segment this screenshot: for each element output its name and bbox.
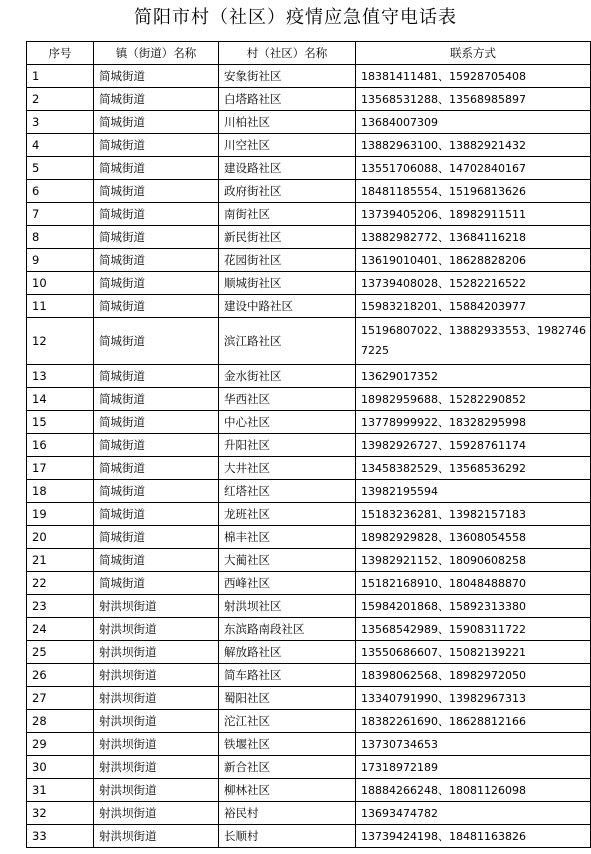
table-row	[27, 295, 591, 318]
cell-index: 20	[27, 526, 94, 549]
cell-town: 简城街道	[94, 457, 219, 480]
cell-index: 30	[27, 756, 94, 779]
cell-contact: 15983218201、15884203977	[356, 295, 591, 318]
cell-community: 沱江社区	[219, 710, 356, 733]
cell-index: 11	[27, 295, 94, 318]
cell-contact: 15196807022、13882933553、19827467225	[356, 318, 591, 365]
cell-contact: 13619010401、18628828206	[356, 249, 591, 272]
table-row	[27, 825, 591, 848]
cell-contact: 13340791990、13982967313	[356, 687, 591, 710]
cell-community: 蜀阳社区	[219, 687, 356, 710]
cell-contact: 13778999922、18328295998	[356, 411, 591, 434]
cell-contact: 13693474782	[356, 802, 591, 825]
cell-community: 花园街社区	[219, 249, 356, 272]
cell-contact: 13882963100、13882921432	[356, 134, 591, 157]
table-row	[27, 157, 591, 180]
table-row	[27, 226, 591, 249]
table-row	[27, 733, 591, 756]
cell-contact: 15182168910、18048488870	[356, 572, 591, 595]
table-row	[27, 526, 591, 549]
cell-community: 南街社区	[219, 203, 356, 226]
cell-contact: 18982929828、13608054558	[356, 526, 591, 549]
cell-index: 7	[27, 203, 94, 226]
table-row	[27, 503, 591, 526]
cell-community: 新合社区	[219, 756, 356, 779]
cell-index: 27	[27, 687, 94, 710]
cell-index: 12	[27, 318, 94, 365]
cell-town: 简城街道	[94, 318, 219, 365]
cell-town: 射洪坝街道	[94, 756, 219, 779]
cell-town: 射洪坝街道	[94, 664, 219, 687]
cell-index: 5	[27, 157, 94, 180]
table-row	[27, 687, 591, 710]
cell-town: 简城街道	[94, 88, 219, 111]
cell-index: 17	[27, 457, 94, 480]
cell-contact: 18884266248、18081126098	[356, 779, 591, 802]
cell-index: 21	[27, 549, 94, 572]
table-row	[27, 411, 591, 434]
cell-community: 滨江路社区	[219, 318, 356, 365]
cell-community: 红塔社区	[219, 480, 356, 503]
cell-contact: 13739405206、18982911511	[356, 203, 591, 226]
cell-town: 射洪坝街道	[94, 641, 219, 664]
table-row	[27, 480, 591, 503]
cell-index: 10	[27, 272, 94, 295]
table-row	[27, 756, 591, 779]
cell-community: 政府街社区	[219, 180, 356, 203]
cell-contact: 18982959688、15282290852	[356, 388, 591, 411]
cell-community: 柳林社区	[219, 779, 356, 802]
cell-contact: 18398062568、18982972050	[356, 664, 591, 687]
cell-community: 东滨路南段社区	[219, 618, 356, 641]
header-contact: 联系方式	[356, 42, 591, 65]
cell-community: 川空社区	[219, 134, 356, 157]
cell-index: 15	[27, 411, 94, 434]
cell-index: 23	[27, 595, 94, 618]
table-row	[27, 710, 591, 733]
cell-contact: 15984201868、15892313380	[356, 595, 591, 618]
table-row	[27, 457, 591, 480]
table-row	[27, 802, 591, 825]
table-row	[27, 549, 591, 572]
cell-community: 华西社区	[219, 388, 356, 411]
cell-contact: 13730734653	[356, 733, 591, 756]
table-row	[27, 272, 591, 295]
cell-community: 解放路社区	[219, 641, 356, 664]
cell-town: 简城街道	[94, 572, 219, 595]
cell-index: 14	[27, 388, 94, 411]
cell-contact: 18481185554、15196813626	[356, 180, 591, 203]
cell-town: 简城街道	[94, 480, 219, 503]
cell-contact: 13739424198、18481163826	[356, 825, 591, 848]
cell-contact: 13982926727、15928761174	[356, 434, 591, 457]
cell-town: 简城街道	[94, 295, 219, 318]
cell-community: 大蔺社区	[219, 549, 356, 572]
cell-community: 安象街社区	[219, 65, 356, 88]
cell-town: 射洪坝街道	[94, 802, 219, 825]
cell-contact: 13982921152、18090608258	[356, 549, 591, 572]
cell-community: 中心社区	[219, 411, 356, 434]
cell-community: 西峰社区	[219, 572, 356, 595]
cell-town: 简城街道	[94, 65, 219, 88]
cell-index: 31	[27, 779, 94, 802]
table-row	[27, 388, 591, 411]
cell-community: 长顺村	[219, 825, 356, 848]
cell-index: 19	[27, 503, 94, 526]
table-row	[27, 134, 591, 157]
header-community: 村（社区）名称	[219, 42, 356, 65]
cell-community: 顺城街社区	[219, 272, 356, 295]
cell-town: 射洪坝街道	[94, 687, 219, 710]
table-row	[27, 572, 591, 595]
cell-contact: 13551706088、14702840167	[356, 157, 591, 180]
cell-community: 大井社区	[219, 457, 356, 480]
cell-town: 射洪坝街道	[94, 595, 219, 618]
table-row	[27, 88, 591, 111]
cell-community: 裕民村	[219, 802, 356, 825]
cell-community: 新民街社区	[219, 226, 356, 249]
cell-town: 射洪坝街道	[94, 618, 219, 641]
cell-town: 射洪坝街道	[94, 779, 219, 802]
table-row	[27, 618, 591, 641]
table-row	[27, 65, 591, 88]
cell-town: 简城街道	[94, 365, 219, 388]
table-row	[27, 180, 591, 203]
table-header-row	[27, 42, 591, 65]
cell-index: 9	[27, 249, 94, 272]
cell-community: 升阳社区	[219, 434, 356, 457]
header-town: 镇（街道）名称	[94, 42, 219, 65]
cell-contact: 13568542989、15908311722	[356, 618, 591, 641]
cell-town: 射洪坝街道	[94, 733, 219, 756]
cell-contact: 18381411481、15928705408	[356, 65, 591, 88]
table-row	[27, 111, 591, 134]
cell-town: 简城街道	[94, 434, 219, 457]
cell-contact: 18382261690、18628812166	[356, 710, 591, 733]
cell-index: 25	[27, 641, 94, 664]
cell-index: 4	[27, 134, 94, 157]
cell-index: 6	[27, 180, 94, 203]
table-row	[27, 365, 591, 388]
cell-index: 16	[27, 434, 94, 457]
cell-index: 24	[27, 618, 94, 641]
cell-community: 射洪坝社区	[219, 595, 356, 618]
table-row	[27, 641, 591, 664]
table-row	[27, 595, 591, 618]
cell-index: 3	[27, 111, 94, 134]
cell-contact: 17318972189	[356, 756, 591, 779]
table-row	[27, 434, 591, 457]
cell-index: 26	[27, 664, 94, 687]
cell-index: 22	[27, 572, 94, 595]
cell-community: 金水街社区	[219, 365, 356, 388]
cell-town: 简城街道	[94, 249, 219, 272]
table-row	[27, 664, 591, 687]
cell-contact: 13684007309	[356, 111, 591, 134]
cell-community: 建设中路社区	[219, 295, 356, 318]
cell-community: 白塔路社区	[219, 88, 356, 111]
cell-town: 简城街道	[94, 157, 219, 180]
cell-town: 简城街道	[94, 388, 219, 411]
cell-town: 射洪坝街道	[94, 710, 219, 733]
header-index: 序号	[27, 42, 94, 65]
contact-table	[26, 41, 591, 848]
cell-town: 简城街道	[94, 411, 219, 434]
cell-contact: 13550686607、15082139221	[356, 641, 591, 664]
cell-index: 32	[27, 802, 94, 825]
cell-town: 简城街道	[94, 549, 219, 572]
cell-community: 建设路社区	[219, 157, 356, 180]
cell-town: 简城街道	[94, 111, 219, 134]
cell-contact: 13458382529、13568536292	[356, 457, 591, 480]
cell-index: 13	[27, 365, 94, 388]
page-title: 简阳市村（社区）疫情应急值守电话表	[134, 7, 457, 28]
cell-town: 简城街道	[94, 226, 219, 249]
cell-index: 29	[27, 733, 94, 756]
cell-town: 简城街道	[94, 134, 219, 157]
cell-community: 棉丰社区	[219, 526, 356, 549]
cell-community: 铁堰社区	[219, 733, 356, 756]
cell-contact: 13982195594	[356, 480, 591, 503]
table-row	[27, 779, 591, 802]
cell-town: 射洪坝街道	[94, 825, 219, 848]
table-row	[27, 318, 591, 365]
cell-contact: 15183236281、13982157183	[356, 503, 591, 526]
cell-town: 简城街道	[94, 203, 219, 226]
cell-contact: 13629017352	[356, 365, 591, 388]
cell-community: 简车路社区	[219, 664, 356, 687]
cell-town: 简城街道	[94, 526, 219, 549]
cell-contact: 13739408028、15282216522	[356, 272, 591, 295]
cell-index: 2	[27, 88, 94, 111]
cell-community: 川柏社区	[219, 111, 356, 134]
cell-index: 28	[27, 710, 94, 733]
cell-index: 33	[27, 825, 94, 848]
cell-contact: 13568531288、13568985897	[356, 88, 591, 111]
cell-community: 龙班社区	[219, 503, 356, 526]
table-row	[27, 249, 591, 272]
cell-contact: 13882982772、13684116218	[356, 226, 591, 249]
cell-index: 1	[27, 65, 94, 88]
cell-index: 8	[27, 226, 94, 249]
table-row	[27, 203, 591, 226]
cell-index: 18	[27, 480, 94, 503]
cell-town: 简城街道	[94, 180, 219, 203]
cell-town: 简城街道	[94, 272, 219, 295]
cell-town: 简城街道	[94, 503, 219, 526]
